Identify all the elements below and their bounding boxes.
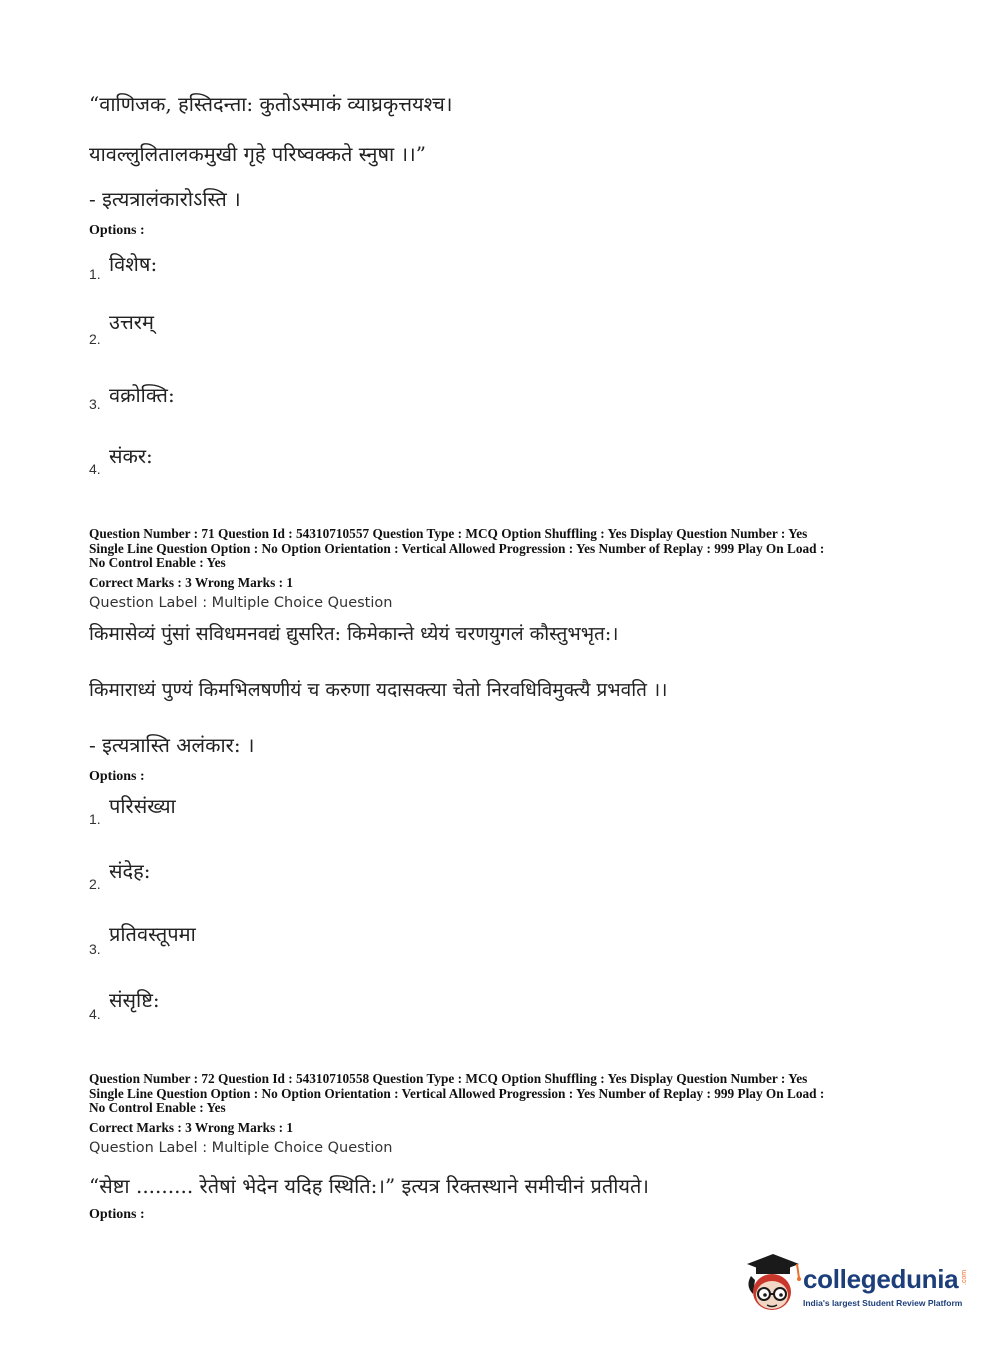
- q70-option-3-number: 3.: [89, 396, 101, 412]
- q70-options-heading: Options :: [89, 223, 145, 238]
- q72-marks: Correct Marks : 3 Wrong Marks : 1: [89, 1120, 293, 1135]
- collegedunia-tagline: India's largest Student Review Platform: [803, 1298, 963, 1308]
- q70-option-4[interactable]: संकर:: [109, 444, 153, 468]
- q70-option-1-number: 1.: [89, 266, 101, 282]
- q70-instruction: - इत्यत्रालंकारोऽस्ति ।: [89, 187, 241, 211]
- student-mascot-icon: [741, 1250, 801, 1320]
- q71-option-4-number: 4.: [89, 1006, 101, 1022]
- q71-option-1-number: 1.: [89, 811, 101, 827]
- q71-option-3[interactable]: प्रतिवस्तूपमा: [109, 922, 196, 946]
- q71-option-3-number: 3.: [89, 941, 101, 957]
- q71-instruction: - इत्यत्रास्ति अलंकार: ।: [89, 733, 255, 757]
- q70-option-1[interactable]: विशेष:: [109, 252, 158, 276]
- q72-meta-line-2: Single Line Question Option : No Option Orientation : Vertical Allowed Progression : Yes Number of Replay : 999 Play On Load :: [89, 1085, 825, 1101]
- q71-metadata: [89, 527, 919, 571]
- q71-question-label: Question Label : Multiple Choice Question: [89, 595, 393, 611]
- q72-metadata: [89, 1072, 919, 1116]
- q71-option-2-number: 2.: [89, 876, 101, 892]
- q71-meta-line-3: No Control Enable : Yes: [89, 555, 226, 570]
- q71-verse-line-2: किमाराध्यं पुण्यं किमभिलषणीयं च करुणा यदासक्त्या चेतो निरवधिविमुक्त्यै प्रभवति ।।: [89, 679, 668, 701]
- q71-verse-line-1: किमासेव्यं पुंसां सविधमनवद्यं द्युसरित: किमेकान्ते ध्येयं चरणयुगलं कौस्तुभभृत:।: [89, 623, 619, 645]
- q70-option-2[interactable]: उत्तरम्: [109, 310, 154, 334]
- q71-option-1[interactable]: परिसंख्या: [109, 794, 176, 818]
- q71-option-2[interactable]: संदेह:: [109, 859, 151, 883]
- q72-question-text: “सेष्टा ......... रेतेषां भेदेन यदिह स्थिति:।” इत्यत्र रिक्तस्थाने समीचीनं प्रतीयते।: [89, 1174, 649, 1198]
- q71-marks: Correct Marks : 3 Wrong Marks : 1: [89, 575, 293, 590]
- q71-option-4[interactable]: संसृष्टि:: [109, 988, 160, 1012]
- q70-verse-line-1: “वाणिजक, हस्तिदन्ता: कुतोऽस्माकं व्याघ्रकृत्तयश्च।: [89, 92, 453, 116]
- q71-meta-line-1: Question Number : 71 Question Id : 54310710557 Question Type : MCQ Option Shuffling : Yes Display Question Number : Yes: [89, 526, 808, 541]
- collegedunia-com: .com: [961, 1269, 969, 1286]
- q72-meta-line-1: Question Number : 72 Question Id : 54310710558 Question Type : MCQ Option Shuffling : Yes Display Question Number : Yes: [89, 1071, 808, 1086]
- q72-meta-line-3: No Control Enable : Yes: [89, 1100, 226, 1115]
- q70-option-2-number: 2.: [89, 331, 101, 347]
- collegedunia-logo[interactable]: [741, 1250, 971, 1320]
- q71-meta-line-2: Single Line Question Option : No Option Orientation : Vertical Allowed Progression : Yes Number of Replay : 999 Play On Load :: [89, 540, 825, 556]
- q72-question-label: Question Label : Multiple Choice Question: [89, 1140, 393, 1156]
- q72-options-heading: Options :: [89, 1207, 145, 1222]
- q71-options-heading: Options :: [89, 769, 145, 784]
- q70-option-4-number: 4.: [89, 461, 101, 477]
- q70-option-3[interactable]: वक्रोक्ति:: [109, 383, 175, 407]
- collegedunia-wordmark: collegedunia: [803, 1264, 959, 1294]
- q70-verse-line-2: यावल्लुलितालकमुखी गृहे परिष्वक्कते स्नुषा ।।”: [89, 142, 426, 166]
